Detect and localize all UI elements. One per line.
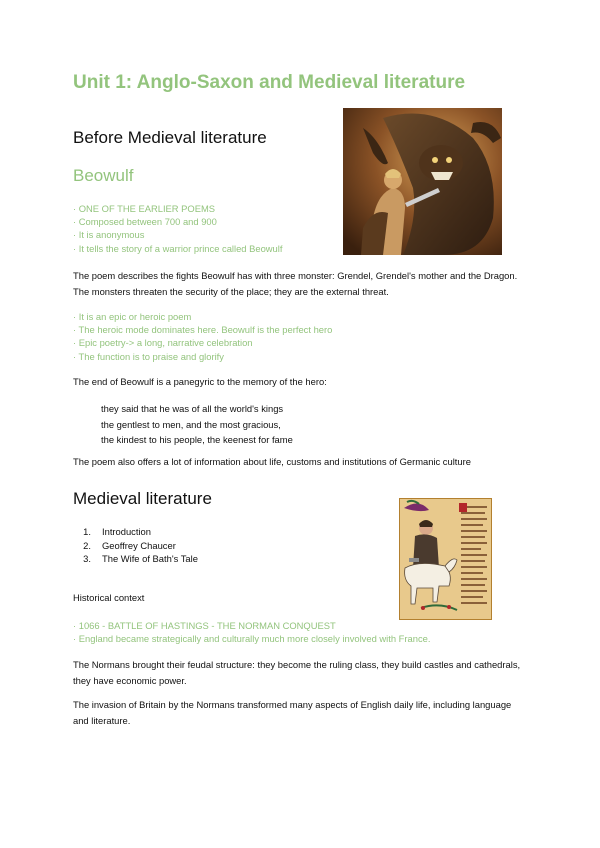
bullet-item: · The heroic mode dominates here. Beowulf is the perfect hero (73, 324, 333, 336)
list-item (73, 539, 198, 553)
medieval-topics-list (73, 525, 198, 566)
list-number: 3. (83, 553, 91, 564)
paragraph-germanic-culture: The poem also offers a lot of information about life, customs and institutions of Germanic culture (73, 456, 471, 467)
paragraph-feudal-structure: The Normans brought their feudal structure: they become the ruling class, they build castles and cathedrals, they have economic power. (73, 659, 521, 686)
list-number: 1. (83, 526, 91, 537)
quote-line: they said that he was of all the world's kings (101, 403, 284, 414)
bullet-item: · It is an epic or heroic poem (73, 311, 192, 322)
paragraph-panegyric: The end of Beowulf is a panegyric to the memory of the hero: (73, 376, 327, 387)
list-number: 2. (83, 539, 91, 551)
document-title: Unit 1: Anglo-Saxon and Medieval literature (73, 72, 466, 93)
heading-before-medieval: Before Medieval literature (73, 128, 267, 147)
epic-poem-list (73, 310, 332, 363)
poem-quote (101, 401, 293, 448)
paragraph-monsters: The poem describes the fights Beowulf has with three monster: Grendel, Grendel's mother and the Dragon. The monsters threaten the security of the place; they are the external threat. (73, 270, 518, 297)
bullet-item: · Epic poetry-> a long, narrative celebration (73, 337, 253, 349)
heading-beowulf: Beowulf (73, 166, 134, 185)
heading-medieval-literature: Medieval literature (73, 489, 212, 508)
quote-line: the kindest to his people, the keenest for fame (101, 434, 293, 445)
bullet-item: · ONE OF THE EARLIER POEMS (73, 203, 216, 214)
quote-line: the gentlest to men, and the most gracious, (101, 418, 281, 430)
list-text: The Wife of Bath's Tale (102, 553, 198, 564)
list-item (73, 525, 198, 539)
beowulf-facts-list (73, 202, 282, 255)
historical-context-label: Historical context (73, 592, 145, 603)
chaucer-manuscript-illustration (399, 498, 492, 620)
bullet-item: · The function is to praise and glorify (73, 350, 224, 362)
bullet-item: · It tells the story of a warrior prince called Beowulf (73, 242, 283, 254)
beowulf-illustration (343, 108, 502, 255)
list-text: Introduction (102, 526, 151, 537)
historical-context-list (73, 619, 430, 645)
bullet-item: · 1066 - BATTLE OF HASTINGS - THE NORMAN CONQUEST (73, 620, 336, 631)
bullet-item: · England became strategically and culturally much more closely involved with France. (73, 633, 431, 645)
list-item (73, 552, 198, 566)
bullet-item: · It is anonymous (73, 229, 145, 241)
list-text: Geoffrey Chaucer (102, 539, 176, 551)
paragraph-norman-invasion: The invasion of Britain by the Normans transformed many aspects of English daily life, including language and literature. (73, 699, 512, 726)
bullet-item: · Composed between 700 and 900 (73, 216, 217, 228)
